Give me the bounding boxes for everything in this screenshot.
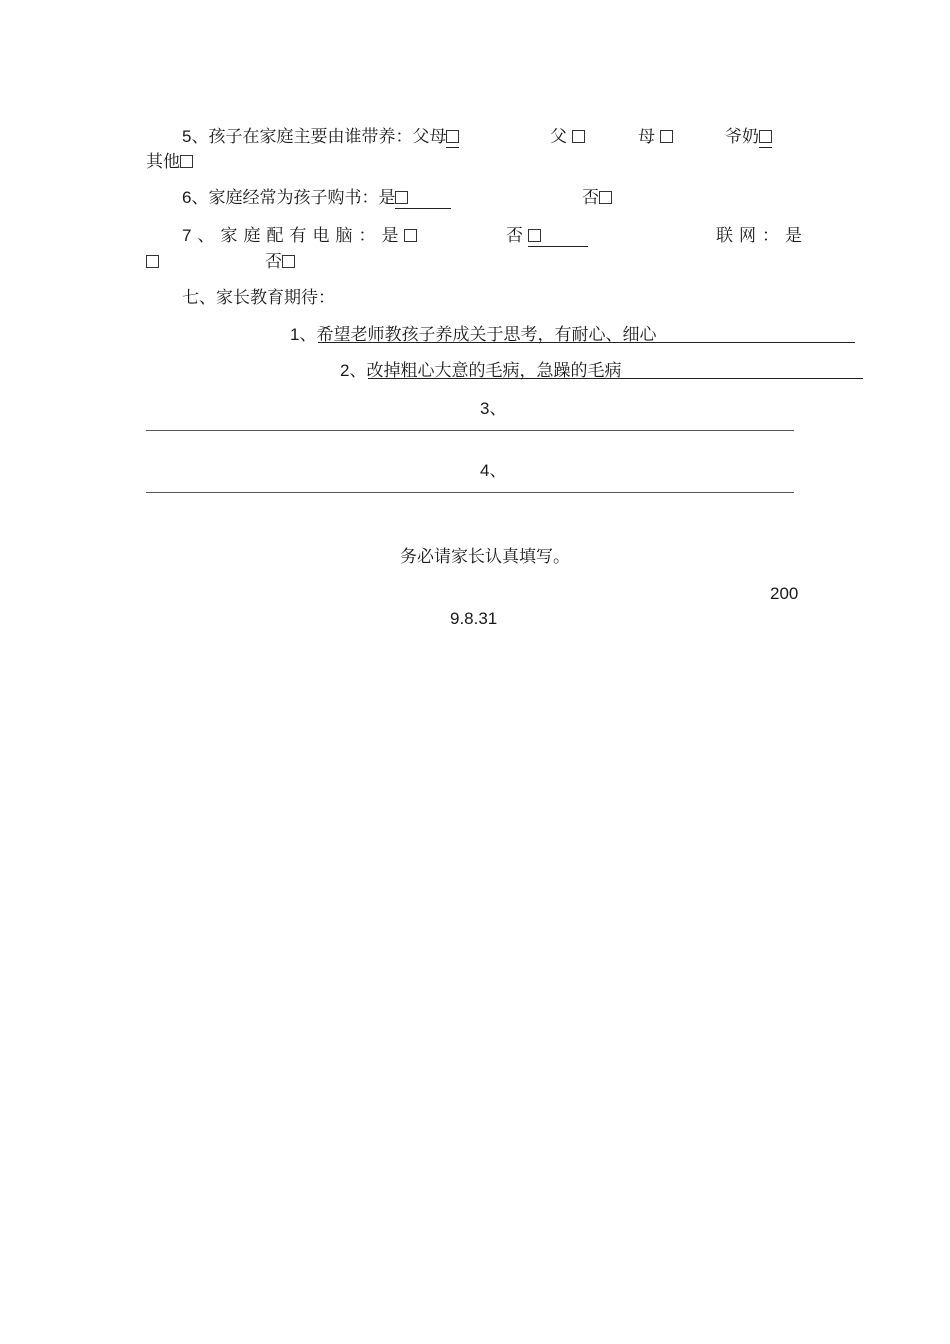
q6-no-label: 否 [582,188,599,208]
expectation-2-underline [368,378,863,379]
expectation-2-text: 改掉粗心大意的毛病，急躁的毛病 [366,361,622,381]
q5-opt-grandparents-box-wrap [759,127,772,148]
q6-no [582,187,612,209]
q5-opt-grandparents-label: 爷奶 [725,127,759,147]
q5-opt-grandparents [725,126,772,148]
q7-net-no [265,251,295,273]
q5-opt-father-checkbox[interactable] [572,130,585,143]
q5-opt-father [550,126,585,148]
q5-opt-mother-label: 母 [638,127,655,147]
q7-net-no-checkbox[interactable] [282,255,295,268]
q7-label: 7、家庭配有电脑： [182,226,382,245]
expectation-1-text: 希望老师教孩子养成关于思考，有耐心、细心 [316,325,657,345]
q5-opt-father-label: 父 [550,127,567,147]
q5-line [182,126,459,148]
q5-opt-parents-box-wrap [446,127,459,148]
q7-no [506,225,588,247]
q5-label: 5、孩子在家庭主要由谁带养： [182,127,413,146]
q7-net-yes-box [146,251,159,273]
q7-no-label: 否 [506,226,523,246]
expectation-2-num: 2、 [340,361,367,380]
q7-net [716,225,802,247]
q7-yes-checkbox[interactable] [404,229,417,242]
q5-opt-other-label: 其他 [146,152,180,172]
fill-note: 务必请家长认真填写。 [400,547,570,567]
q7-yes-label: 是 [381,226,405,246]
q6-yes-checkbox[interactable] [395,191,408,204]
q7-net-yes-label: 是 [785,226,802,246]
q6-yes-label: 是 [378,188,396,208]
q5-opt-other [146,151,193,173]
q5-opt-parents-label: 父母 [412,127,447,147]
q7-no-checkbox[interactable] [528,229,541,242]
q5-opt-mother [638,126,673,148]
expectation-4-num: 4、 [480,461,507,480]
expectation-4-blank-line[interactable] [146,492,794,493]
q5-opt-parents-checkbox[interactable] [446,130,459,143]
expectation-1-num: 1、 [290,325,317,344]
q7-net-yes-checkbox[interactable] [146,255,159,268]
date-part-2: 9.8.31 [450,609,498,628]
q7-net-label: 联网： [716,226,785,246]
q7-net-no-label: 否 [265,252,282,272]
q5-opt-mother-checkbox[interactable] [660,130,673,143]
q6-label: 6、家庭经常为孩子购书： [182,188,379,207]
q6-no-checkbox[interactable] [599,191,612,204]
section7-title: 七、家长教育期待： [182,288,335,308]
q6-line [182,187,451,209]
expectation-3-blank-line[interactable] [146,430,794,431]
expectation-3-num: 3、 [480,399,507,418]
expectation-1-underline [318,342,855,343]
q5-opt-other-checkbox[interactable] [180,155,193,168]
q7-line [182,225,417,247]
q6-yes-fill [395,188,451,209]
q7-no-fill [528,226,588,247]
q5-opt-grandparents-checkbox[interactable] [759,130,772,143]
date-part-1: 200 [770,584,799,603]
